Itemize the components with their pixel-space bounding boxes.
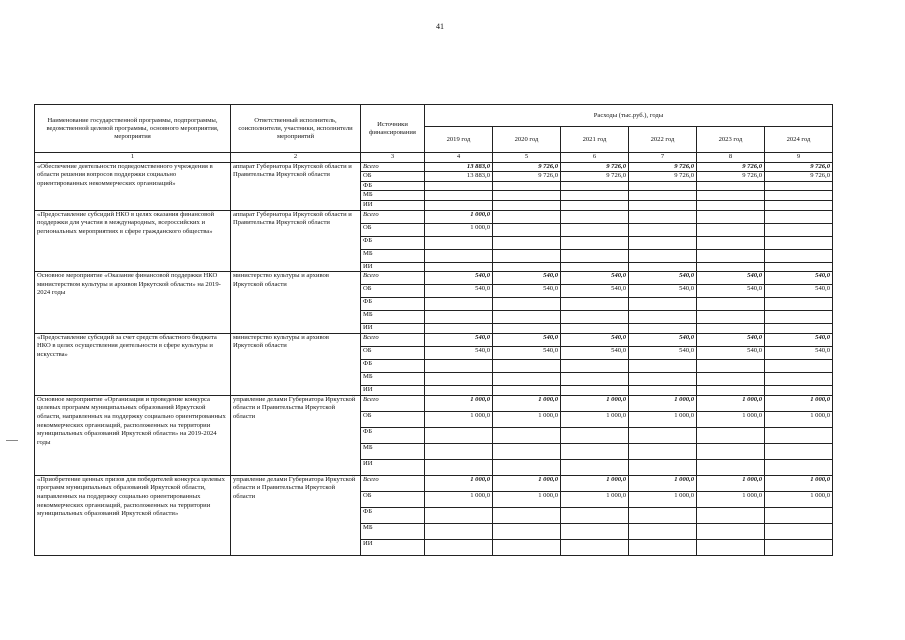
- column-number: 3: [361, 153, 425, 163]
- funding-source: МБ: [361, 249, 425, 262]
- header-year: 2022 год: [629, 127, 697, 153]
- expense-value: 540,0: [629, 333, 697, 346]
- expense-value: 9 726,0: [493, 162, 561, 172]
- expense-value: 540,0: [697, 333, 765, 346]
- expense-value: [629, 200, 697, 210]
- expense-value: [425, 181, 493, 191]
- expense-value: [561, 210, 629, 223]
- expense-value: 540,0: [493, 333, 561, 346]
- executor: аппарат Губернатора Иркутской области и Правительства Иркутской области: [231, 210, 361, 272]
- expense-value: [765, 427, 833, 443]
- expense-value: [765, 249, 833, 262]
- funding-source: ФБ: [361, 427, 425, 443]
- expense-value: [765, 191, 833, 201]
- funding-source: МБ: [361, 311, 425, 324]
- expense-value: 540,0: [425, 285, 493, 298]
- column-number: 6: [561, 153, 629, 163]
- header-year: 2020 год: [493, 127, 561, 153]
- expense-value: [425, 236, 493, 249]
- expense-value: [765, 459, 833, 475]
- funding-source: Всего: [361, 395, 425, 411]
- expense-value: [493, 443, 561, 459]
- expense-value: [561, 181, 629, 191]
- column-number: 7: [629, 153, 697, 163]
- funding-source: МБ: [361, 523, 425, 539]
- expense-value: [697, 181, 765, 191]
- executor: аппарат Губернатора Иркутской области и Правительства Иркутской области: [231, 162, 361, 210]
- header-year: 2021 год: [561, 127, 629, 153]
- expense-value: [765, 181, 833, 191]
- expense-value: [425, 372, 493, 385]
- funding-source: ОБ: [361, 411, 425, 427]
- expense-value: [425, 539, 493, 555]
- expense-value: [493, 200, 561, 210]
- expense-value: [629, 223, 697, 236]
- expense-value: 9 726,0: [493, 172, 561, 182]
- expense-value: [765, 311, 833, 324]
- header-source-column: Источники финансирования: [361, 105, 425, 153]
- expense-value: [561, 372, 629, 385]
- column-number: 4: [425, 153, 493, 163]
- executor: управление делами Губернатора Иркутской области и Правительства Иркутской области: [231, 395, 361, 475]
- expense-value: 9 726,0: [629, 172, 697, 182]
- expense-value: [697, 507, 765, 523]
- expense-value: [629, 262, 697, 272]
- expense-value: 9 726,0: [561, 162, 629, 172]
- activity-name: «Приобретение ценных призов для победителей конкурса целевых программ муниципальных образований Иркутской области, направленных на поддержку социально ориентированных некоммерческих организаций, расположенных на территории муниципальных образований Иркутской области»: [35, 475, 231, 555]
- expense-value: 540,0: [629, 272, 697, 285]
- expense-value: [697, 298, 765, 311]
- funding-source: Всего: [361, 210, 425, 223]
- expense-value: [493, 324, 561, 334]
- header-year: 2023 год: [697, 127, 765, 153]
- expense-value: [697, 223, 765, 236]
- expense-value: [425, 249, 493, 262]
- expense-value: [765, 223, 833, 236]
- expense-value: [765, 359, 833, 372]
- expense-value: 1 000,0: [697, 411, 765, 427]
- expense-value: [493, 385, 561, 395]
- expense-value: 9 726,0: [629, 162, 697, 172]
- expense-value: 1 000,0: [629, 411, 697, 427]
- expense-value: [629, 324, 697, 334]
- expense-value: [765, 262, 833, 272]
- funding-source: ФБ: [361, 507, 425, 523]
- table-row: [35, 162, 833, 172]
- expense-value: [765, 298, 833, 311]
- expense-value: 540,0: [493, 272, 561, 285]
- expense-value: [425, 523, 493, 539]
- header-year: 2019 год: [425, 127, 493, 153]
- expense-value: 540,0: [425, 333, 493, 346]
- expense-value: [425, 200, 493, 210]
- activity-name: «Предоставление субсидий за счет средств областного бюджета НКО в целях осуществления деятельности в сфере культуры и искусства»: [35, 333, 231, 395]
- expense-value: [561, 507, 629, 523]
- expense-value: [493, 311, 561, 324]
- expense-value: 540,0: [629, 346, 697, 359]
- expense-value: 1 000,0: [425, 491, 493, 507]
- expense-value: [493, 459, 561, 475]
- expense-value: [561, 359, 629, 372]
- expense-value: 1 000,0: [561, 491, 629, 507]
- expense-value: 1 000,0: [765, 475, 833, 491]
- expense-value: 1 000,0: [493, 491, 561, 507]
- expense-value: [561, 262, 629, 272]
- expense-value: 1 000,0: [697, 395, 765, 411]
- funding-source: Всего: [361, 272, 425, 285]
- expense-value: [629, 191, 697, 201]
- expense-value: 540,0: [765, 285, 833, 298]
- expense-value: [629, 539, 697, 555]
- funding-source: Всего: [361, 162, 425, 172]
- funding-source: ИИ: [361, 324, 425, 334]
- expense-value: [765, 385, 833, 395]
- expense-value: [493, 249, 561, 262]
- expense-value: 540,0: [765, 333, 833, 346]
- expense-value: 540,0: [561, 333, 629, 346]
- table-row: [35, 333, 833, 346]
- expense-value: [697, 210, 765, 223]
- header-expenses: Расходы (тыс.руб.), годы: [425, 105, 833, 127]
- funding-source: МБ: [361, 372, 425, 385]
- activity-name: «Обеспечение деятельности подведомственного учреждения в области решения вопросов поддержки социально ориентированных некоммерческих организаций»: [35, 162, 231, 210]
- funding-source: ОБ: [361, 491, 425, 507]
- expense-value: [425, 311, 493, 324]
- expense-value: [561, 311, 629, 324]
- expense-value: 540,0: [697, 285, 765, 298]
- expense-value: 540,0: [493, 346, 561, 359]
- executor: министерство культуры и архивов Иркутской области: [231, 272, 361, 334]
- column-number: 2: [231, 153, 361, 163]
- expense-value: [697, 236, 765, 249]
- expense-value: [425, 359, 493, 372]
- activity-name: Основное мероприятие «Организация и проведение конкурса целевых программ муниципальных образований Иркутской области, направленных на поддержку социально ориентированных некоммерческих организаций, расположенных на территории муниципальных образований Иркутской области» на 2019-2024 годы: [35, 395, 231, 475]
- expense-value: [629, 359, 697, 372]
- expense-value: [493, 181, 561, 191]
- expense-value: [629, 459, 697, 475]
- funding-source: Всего: [361, 333, 425, 346]
- expense-value: [493, 210, 561, 223]
- expense-value: [629, 181, 697, 191]
- expense-value: [561, 191, 629, 201]
- expense-value: [765, 210, 833, 223]
- executor: управление делами Губернатора Иркутской области и Правительства Иркутской области: [231, 475, 361, 555]
- expense-value: [697, 359, 765, 372]
- expense-value: [697, 324, 765, 334]
- expense-value: [561, 324, 629, 334]
- expense-value: [697, 459, 765, 475]
- expense-value: [697, 200, 765, 210]
- expense-value: [697, 443, 765, 459]
- expense-value: [425, 191, 493, 201]
- expense-value: [425, 298, 493, 311]
- column-number: 1: [35, 153, 231, 163]
- column-number: 9: [765, 153, 833, 163]
- expense-value: 540,0: [561, 272, 629, 285]
- expense-value: 1 000,0: [425, 475, 493, 491]
- expense-value: [629, 385, 697, 395]
- expense-value: [561, 200, 629, 210]
- expense-value: [561, 223, 629, 236]
- expense-value: [425, 443, 493, 459]
- expense-value: [697, 191, 765, 201]
- column-number: 5: [493, 153, 561, 163]
- expense-value: [765, 324, 833, 334]
- expense-value: 1 000,0: [425, 411, 493, 427]
- expense-value: [629, 523, 697, 539]
- expense-value: [765, 200, 833, 210]
- expense-value: 1 000,0: [629, 475, 697, 491]
- expense-value: 9 726,0: [561, 172, 629, 182]
- funding-source: ФБ: [361, 298, 425, 311]
- expense-value: [425, 262, 493, 272]
- expense-value: 1 000,0: [493, 395, 561, 411]
- expense-value: 540,0: [561, 285, 629, 298]
- expense-value: 9 726,0: [697, 162, 765, 172]
- expense-value: 1 000,0: [425, 223, 493, 236]
- expense-value: 1 000,0: [697, 491, 765, 507]
- expense-value: [629, 298, 697, 311]
- expense-value: [697, 249, 765, 262]
- header-name-column: Наименование государственной программы, подпрограммы, ведомственной целевой программы, основного мероприятия, мероприятия: [35, 105, 231, 153]
- header-year: 2024 год: [765, 127, 833, 153]
- expense-value: 540,0: [425, 272, 493, 285]
- expense-value: 1 000,0: [765, 411, 833, 427]
- expense-value: [493, 191, 561, 201]
- expense-value: [765, 236, 833, 249]
- expense-value: [561, 427, 629, 443]
- expense-value: [493, 359, 561, 372]
- expense-value: [629, 372, 697, 385]
- budget-table: [34, 104, 833, 556]
- expense-value: [765, 443, 833, 459]
- expense-value: [493, 298, 561, 311]
- expense-value: [629, 210, 697, 223]
- expense-value: [425, 507, 493, 523]
- expense-value: 1 000,0: [425, 395, 493, 411]
- expense-value: [561, 298, 629, 311]
- expense-value: 1 000,0: [493, 411, 561, 427]
- expense-value: [629, 507, 697, 523]
- table-row: [35, 395, 833, 411]
- expense-value: 9 726,0: [697, 172, 765, 182]
- funding-source: ИИ: [361, 385, 425, 395]
- funding-source: ОБ: [361, 285, 425, 298]
- expense-value: [765, 507, 833, 523]
- expense-value: [629, 249, 697, 262]
- expense-value: [425, 427, 493, 443]
- expense-value: [425, 324, 493, 334]
- expense-value: [629, 443, 697, 459]
- expense-value: [493, 372, 561, 385]
- expense-value: 1 000,0: [561, 411, 629, 427]
- expense-value: 540,0: [493, 285, 561, 298]
- expense-value: 540,0: [629, 285, 697, 298]
- funding-source: ИИ: [361, 459, 425, 475]
- funding-source: ФБ: [361, 359, 425, 372]
- expense-value: [561, 236, 629, 249]
- expense-value: [561, 249, 629, 262]
- funding-source: ИИ: [361, 200, 425, 210]
- expense-value: [697, 385, 765, 395]
- expense-value: [765, 523, 833, 539]
- funding-source: ИИ: [361, 539, 425, 555]
- expense-value: [697, 539, 765, 555]
- expense-value: 9 726,0: [765, 172, 833, 182]
- expense-value: 1 000,0: [561, 475, 629, 491]
- funding-source: ОБ: [361, 172, 425, 182]
- funding-source: ФБ: [361, 236, 425, 249]
- column-number: 8: [697, 153, 765, 163]
- table-row: [35, 475, 833, 491]
- expense-value: 540,0: [697, 272, 765, 285]
- expense-value: 1 000,0: [765, 395, 833, 411]
- executor: министерство культуры и архивов Иркутской области: [231, 333, 361, 395]
- expense-value: 1 000,0: [765, 491, 833, 507]
- expense-value: [629, 427, 697, 443]
- table-row: [35, 272, 833, 285]
- funding-source: ФБ: [361, 181, 425, 191]
- funding-source: ОБ: [361, 346, 425, 359]
- expense-value: 540,0: [697, 346, 765, 359]
- page-number: 41: [436, 22, 444, 31]
- expense-value: [493, 539, 561, 555]
- expense-value: [629, 236, 697, 249]
- expense-value: [697, 523, 765, 539]
- funding-source: МБ: [361, 443, 425, 459]
- expense-value: [561, 523, 629, 539]
- table-row: [35, 210, 833, 223]
- expense-value: [425, 385, 493, 395]
- expense-value: 13 883,0: [425, 172, 493, 182]
- expense-value: [493, 223, 561, 236]
- expense-value: [697, 372, 765, 385]
- margin-mark: [6, 440, 18, 441]
- activity-name: «Предоставление субсидий НКО в целях оказания финансовой поддержки для участия в международных, всероссийских и региональных мероприятиях в сфере гражданского общества»: [35, 210, 231, 272]
- funding-source: ОБ: [361, 223, 425, 236]
- expense-value: 1 000,0: [425, 210, 493, 223]
- header-executor-column: Ответственный исполнитель, соисполнители, участники, исполнители мероприятий: [231, 105, 361, 153]
- expense-value: 1 000,0: [629, 491, 697, 507]
- expense-value: 540,0: [765, 272, 833, 285]
- expense-value: [493, 523, 561, 539]
- expense-value: [697, 427, 765, 443]
- expense-value: 540,0: [425, 346, 493, 359]
- expense-value: [425, 459, 493, 475]
- funding-source: МБ: [361, 191, 425, 201]
- expense-value: 1 000,0: [561, 395, 629, 411]
- expense-value: [697, 262, 765, 272]
- expense-value: 13 883,0: [425, 162, 493, 172]
- expense-value: 540,0: [765, 346, 833, 359]
- expense-value: [561, 443, 629, 459]
- expense-value: [765, 539, 833, 555]
- expense-value: [561, 459, 629, 475]
- expense-value: [629, 311, 697, 324]
- expense-value: 1 000,0: [697, 475, 765, 491]
- expense-value: 540,0: [561, 346, 629, 359]
- expense-value: [493, 507, 561, 523]
- funding-source: ИИ: [361, 262, 425, 272]
- expense-value: 1 000,0: [493, 475, 561, 491]
- activity-name: Основное мероприятие «Оказание финансовой поддержки НКО министерством культуры и архивов Иркутской области» на 2019-2024 годы: [35, 272, 231, 334]
- expense-value: [561, 539, 629, 555]
- expense-value: [493, 262, 561, 272]
- expense-value: [561, 385, 629, 395]
- expense-value: [765, 372, 833, 385]
- expense-value: 1 000,0: [629, 395, 697, 411]
- expense-value: 9 726,0: [765, 162, 833, 172]
- expense-value: [493, 427, 561, 443]
- funding-source: Всего: [361, 475, 425, 491]
- expense-value: [697, 311, 765, 324]
- expense-value: [493, 236, 561, 249]
